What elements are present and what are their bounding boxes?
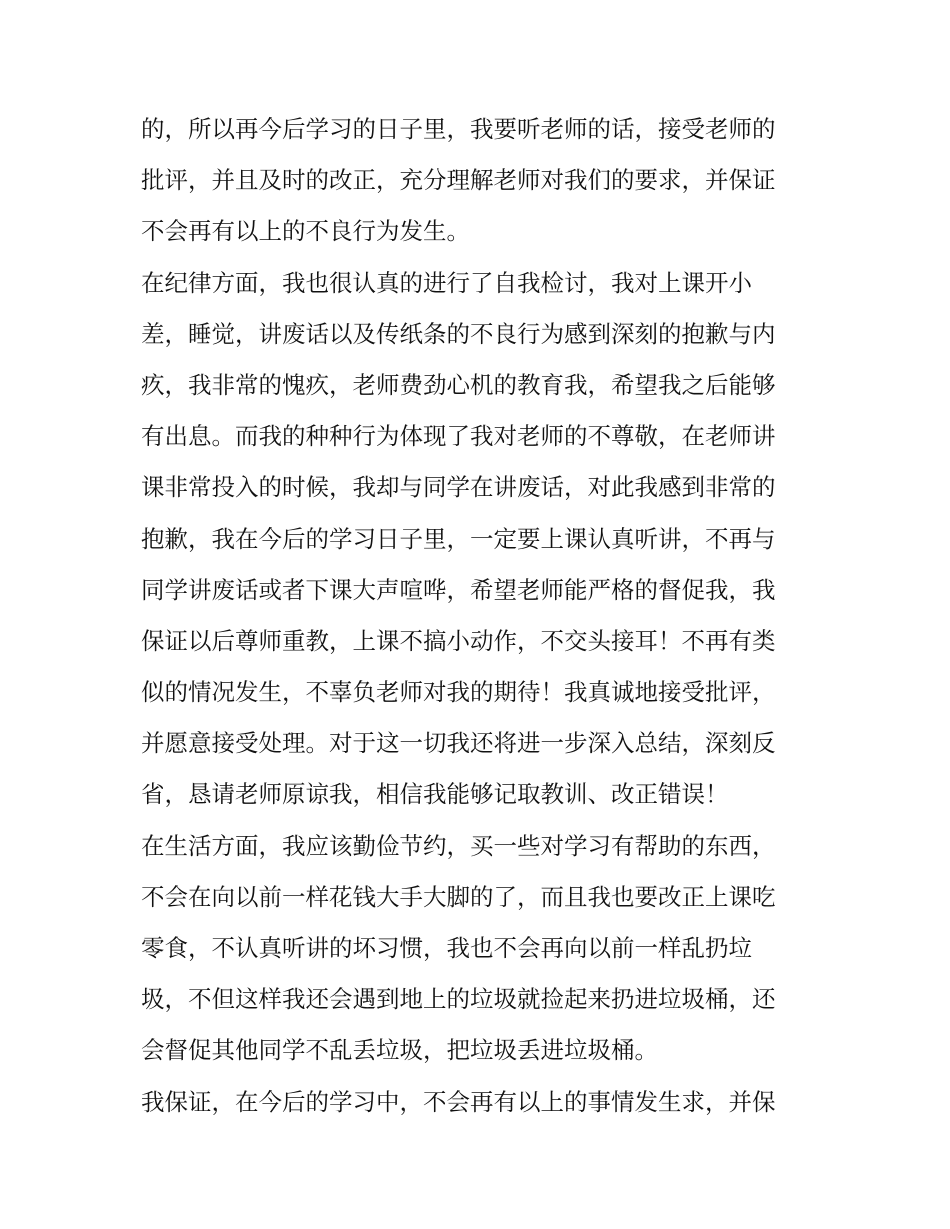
text-line: 批评，并且及时的改正，充分理解老师对我们的要求，并保证 — [141, 166, 776, 195]
text-line: 在纪律方面，我也很认真的进行了自我检讨，我对上课开小 — [141, 268, 752, 297]
text-line: 并愿意接受处理。对于这一切我还将进一步深入总结，深刻反 — [141, 729, 776, 758]
text-line: 似的情况发生，不辜负老师对我的期待！我真诚地接受批评， — [141, 678, 776, 707]
text-line: 我保证，在今后的学习中，不会再有以上的事情发生求，并保 — [141, 1087, 776, 1116]
text-line: 疚，我非常的愧疚，老师费劲心机的教育我，希望我之后能够 — [141, 370, 776, 399]
document-body — [141, 104, 821, 1128]
text-line: 保证以后尊师重教，上课不搞小动作，不交头接耳！不再有类 — [141, 626, 776, 655]
text-line: 不会再有以上的不良行为发生。 — [141, 217, 470, 246]
text-line: 省，恳请老师原谅我，相信我能够记取教训、改正错误！ — [141, 780, 729, 809]
text-line: 同学讲废话或者下课大声喧哗，希望老师能严格的督促我，我 — [141, 575, 776, 604]
text-line: 圾，不但这样我还会遇到地上的垃圾就捡起来扔进垃圾桶，还 — [141, 985, 776, 1014]
text-line: 在生活方面，我应该勤俭节约，买一些对学习有帮助的东西， — [141, 831, 776, 860]
text-line: 会督促其他同学不乱丢垃圾，把垃圾丢进垃圾桶。 — [141, 1036, 658, 1065]
text-line: 零食，不认真听讲的坏习惯，我也不会再向以前一样乱扔垃 — [141, 934, 752, 962]
text-line: 有出息。而我的种种行为体现了我对老师的不尊敬，在老师讲 — [141, 422, 776, 451]
text-line: 课非常投入的时候，我却与同学在讲废话，对此我感到非常的 — [141, 473, 776, 502]
text-line: 不会在向以前一样花钱大手大脚的了，而且我也要改正上课吃 — [141, 882, 776, 911]
text-line: 差，睡觉，讲废话以及传纸条的不良行为感到深刻的抱歉与内 — [141, 319, 776, 348]
text-line: 抱歉，我在今后的学习日子里，一定要上课认真听讲，不再与 — [141, 524, 776, 553]
text-line: 的，所以再今后学习的日子里，我要听老师的话，接受老师的 — [141, 115, 776, 143]
